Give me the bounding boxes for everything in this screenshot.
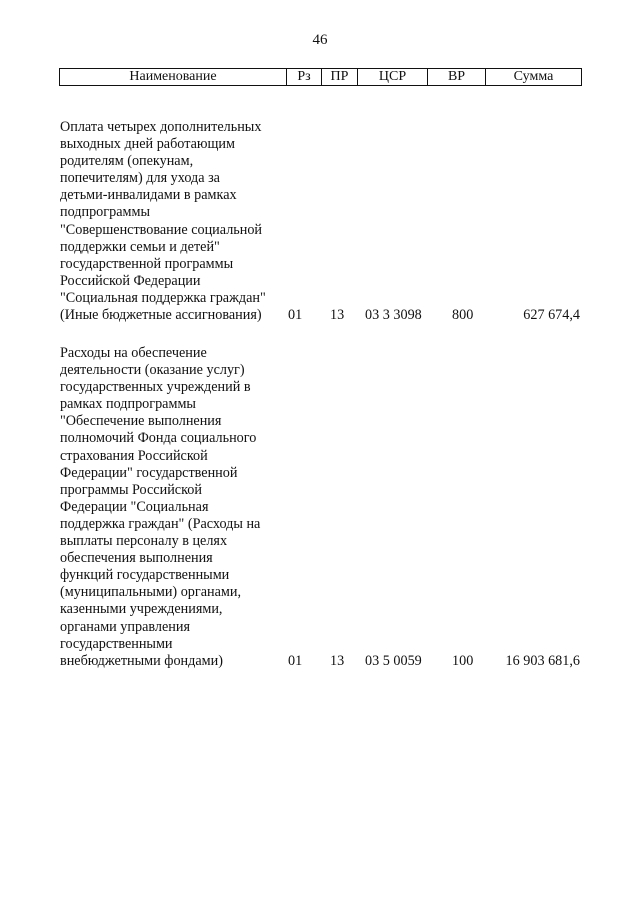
row-pr: 13 [330, 652, 345, 669]
header-name: Наименование [129, 69, 217, 84]
row-values [60, 307, 582, 324]
row-rz: 01 [288, 307, 303, 324]
table-row [60, 345, 582, 670]
header-sum: Сумма [485, 69, 581, 85]
row-name: Оплата четырех дополнительных выходных дней работающим родителям (опекунам, попечителям) для ухода за детьми-инвалидами в рамках подпрограммы "Совершенствование социальной поддержки семьи и детей" государственной программы Российской Федерации "Социальная поддержка граждан" (Иные бюджетные ассигнования) [60, 119, 266, 324]
row-sum: 16 903 681,6 [505, 652, 580, 669]
header-rz: Рз [286, 69, 321, 85]
row-name: Расходы на обеспечение деятельности (оказание услуг) государственных учреждений в рамках подпрограммы "Обеспечение выполнения полномочий Фонда социального страхования Российской Федерации" государственной программы Российской Федерации "Социальная поддержка граждан" (Расходы на выплаты персоналу в целях обеспечения выполнения функций государственными (муниципальными) органами, казенными учреждениями, органами управления государственными внебюджетными фондами) [60, 345, 261, 669]
header-vr: ВР [427, 69, 485, 85]
table-header [59, 68, 582, 86]
row-vr: 100 [452, 652, 474, 669]
header-csr: ЦСР [357, 69, 427, 85]
row-sum: 627 674,4 [523, 307, 580, 324]
row-csr: 03 3 3098 [365, 307, 422, 324]
table-row [60, 119, 582, 324]
header-pr: ПР [321, 69, 357, 85]
row-pr: 13 [330, 307, 345, 324]
row-values [60, 653, 582, 670]
row-vr: 800 [452, 307, 474, 324]
row-csr: 03 5 0059 [365, 652, 422, 669]
page-number: 46 [312, 32, 328, 48]
row-rz: 01 [288, 652, 303, 669]
